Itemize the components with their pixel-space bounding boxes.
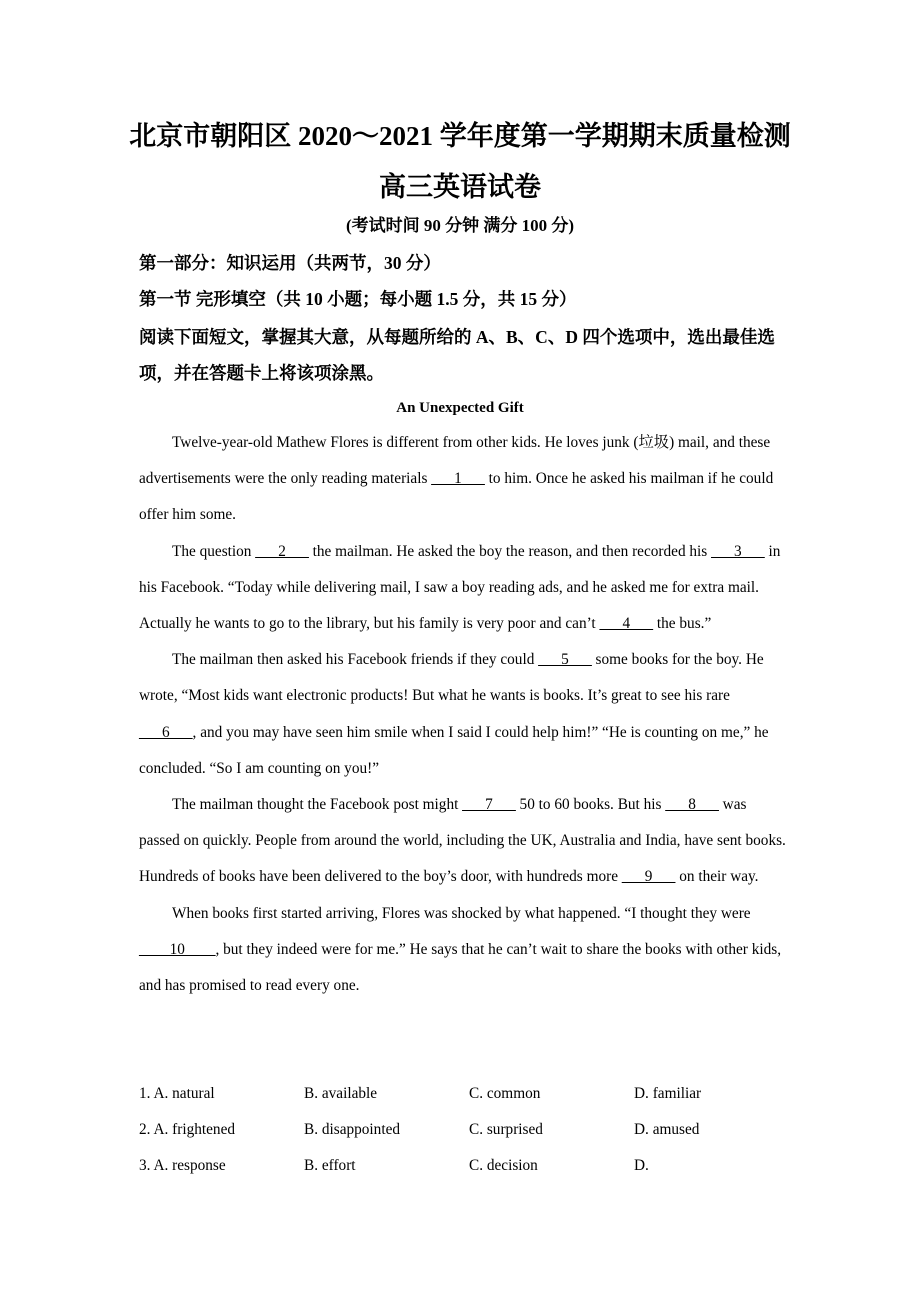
blank-10: ____10____ [139, 940, 216, 958]
option-row-1 [139, 1076, 799, 1112]
paragraph-3 [139, 642, 787, 787]
paragraph-1 [139, 425, 787, 534]
text-run: When books first started arriving, Flores was shocked by what happened. “I thought they were [172, 904, 751, 922]
option: D. amused [634, 1121, 700, 1139]
blank-8: ___8___ [665, 796, 719, 814]
part-heading: 第一部分：知识运用（共两节，30 分） [139, 253, 441, 273]
answer-options [139, 1076, 799, 1185]
option: C. surprised [469, 1121, 543, 1139]
option: D. [634, 1157, 649, 1175]
text-run: some books for the boy. He wrote, “Most kids want electronic products! But what he wants is books. It’s great to see his rare [139, 651, 764, 705]
option: D. familiar [634, 1085, 702, 1102]
section-heading: 第一节 完形填空（共 10 小题；每小题 1.5 分，共 15 分） [139, 289, 577, 309]
passage-body [139, 425, 787, 1004]
blank-9: ___9___ [621, 868, 676, 886]
text-run: The mailman thought the Facebook post might [172, 796, 463, 814]
exam-title: 北京市朝阳区 2020～2021 学年度第一学期期末质量检测 [129, 121, 791, 151]
blank-1: ___1___ [431, 470, 485, 488]
blank-2: ___2___ [255, 542, 309, 560]
exam-info: (考试时间 90 分钟 满分 100 分) [345, 216, 575, 235]
exam-subtitle: 高三英语试卷 [379, 172, 541, 202]
paragraph-2 [139, 534, 787, 643]
passage-title: An Unexpected Gift [396, 400, 524, 416]
blank-5: ___5___ [538, 651, 592, 669]
text-run: the bus.” [653, 615, 712, 633]
option-row-3 [139, 1148, 799, 1184]
instruction: 阅读下面短文，掌握其大意，从每题所给的 A、B、C、D 四个选项中，选出最佳选项，并在答题卡上将该项涂黑。 [139, 327, 775, 383]
option: B. disappointed [304, 1121, 401, 1139]
text-run: the mailman. He asked the boy the reason, and then recorded his [308, 542, 712, 560]
paragraph-4 [139, 787, 787, 896]
blank-3: ___3___ [711, 542, 765, 560]
option: 3. A. response [139, 1157, 226, 1175]
option-row-2 [139, 1112, 799, 1148]
option: C. decision [469, 1157, 538, 1175]
text-run: , and you may have seen him smile when I said I could help him!” “He is counting on me,” he concluded. “So I am counting on you!” [139, 723, 769, 777]
blank-7: ___7___ [462, 796, 516, 814]
blank-4: ___4___ [599, 615, 654, 633]
option: 2. A. frightened [139, 1121, 236, 1139]
text-run: The question [172, 542, 256, 560]
text-run: , but they indeed were for me.” He says that he can’t wait to share the books with other kids, and has promised to read every one. [139, 940, 782, 995]
blank-6: ___6___ [139, 723, 193, 741]
option: 1. A. natural [139, 1085, 215, 1102]
paragraph-5 [139, 896, 787, 1005]
text-run: 50 to 60 books. But his [515, 796, 666, 814]
text-run: was passed on quickly. People from around the world, including the UK, Australia and India, have sent books. Hundreds of books have been delivered to the boy’s door, with hundreds more [139, 796, 786, 886]
text-run: on their way. [675, 868, 759, 886]
option: B. available [304, 1085, 378, 1102]
text-run: The mailman then asked his Facebook friends if they could [172, 651, 539, 669]
text-run: in his Facebook. “Today while delivering mail, I saw a boy reading ads, and he asked me for extra mail. Actually he wants to go to the library, but his family is very poor and can’t [139, 542, 781, 633]
text-run: Twelve-year-old Mathew Flores is different from other kids. He loves junk (垃圾) mail, and these advertisements were the only reading materials [139, 434, 771, 488]
text-run: to him. Once he asked his mailman if he could offer him some. [139, 470, 774, 524]
option: B. effort [304, 1157, 356, 1175]
option: C. common [469, 1085, 541, 1102]
